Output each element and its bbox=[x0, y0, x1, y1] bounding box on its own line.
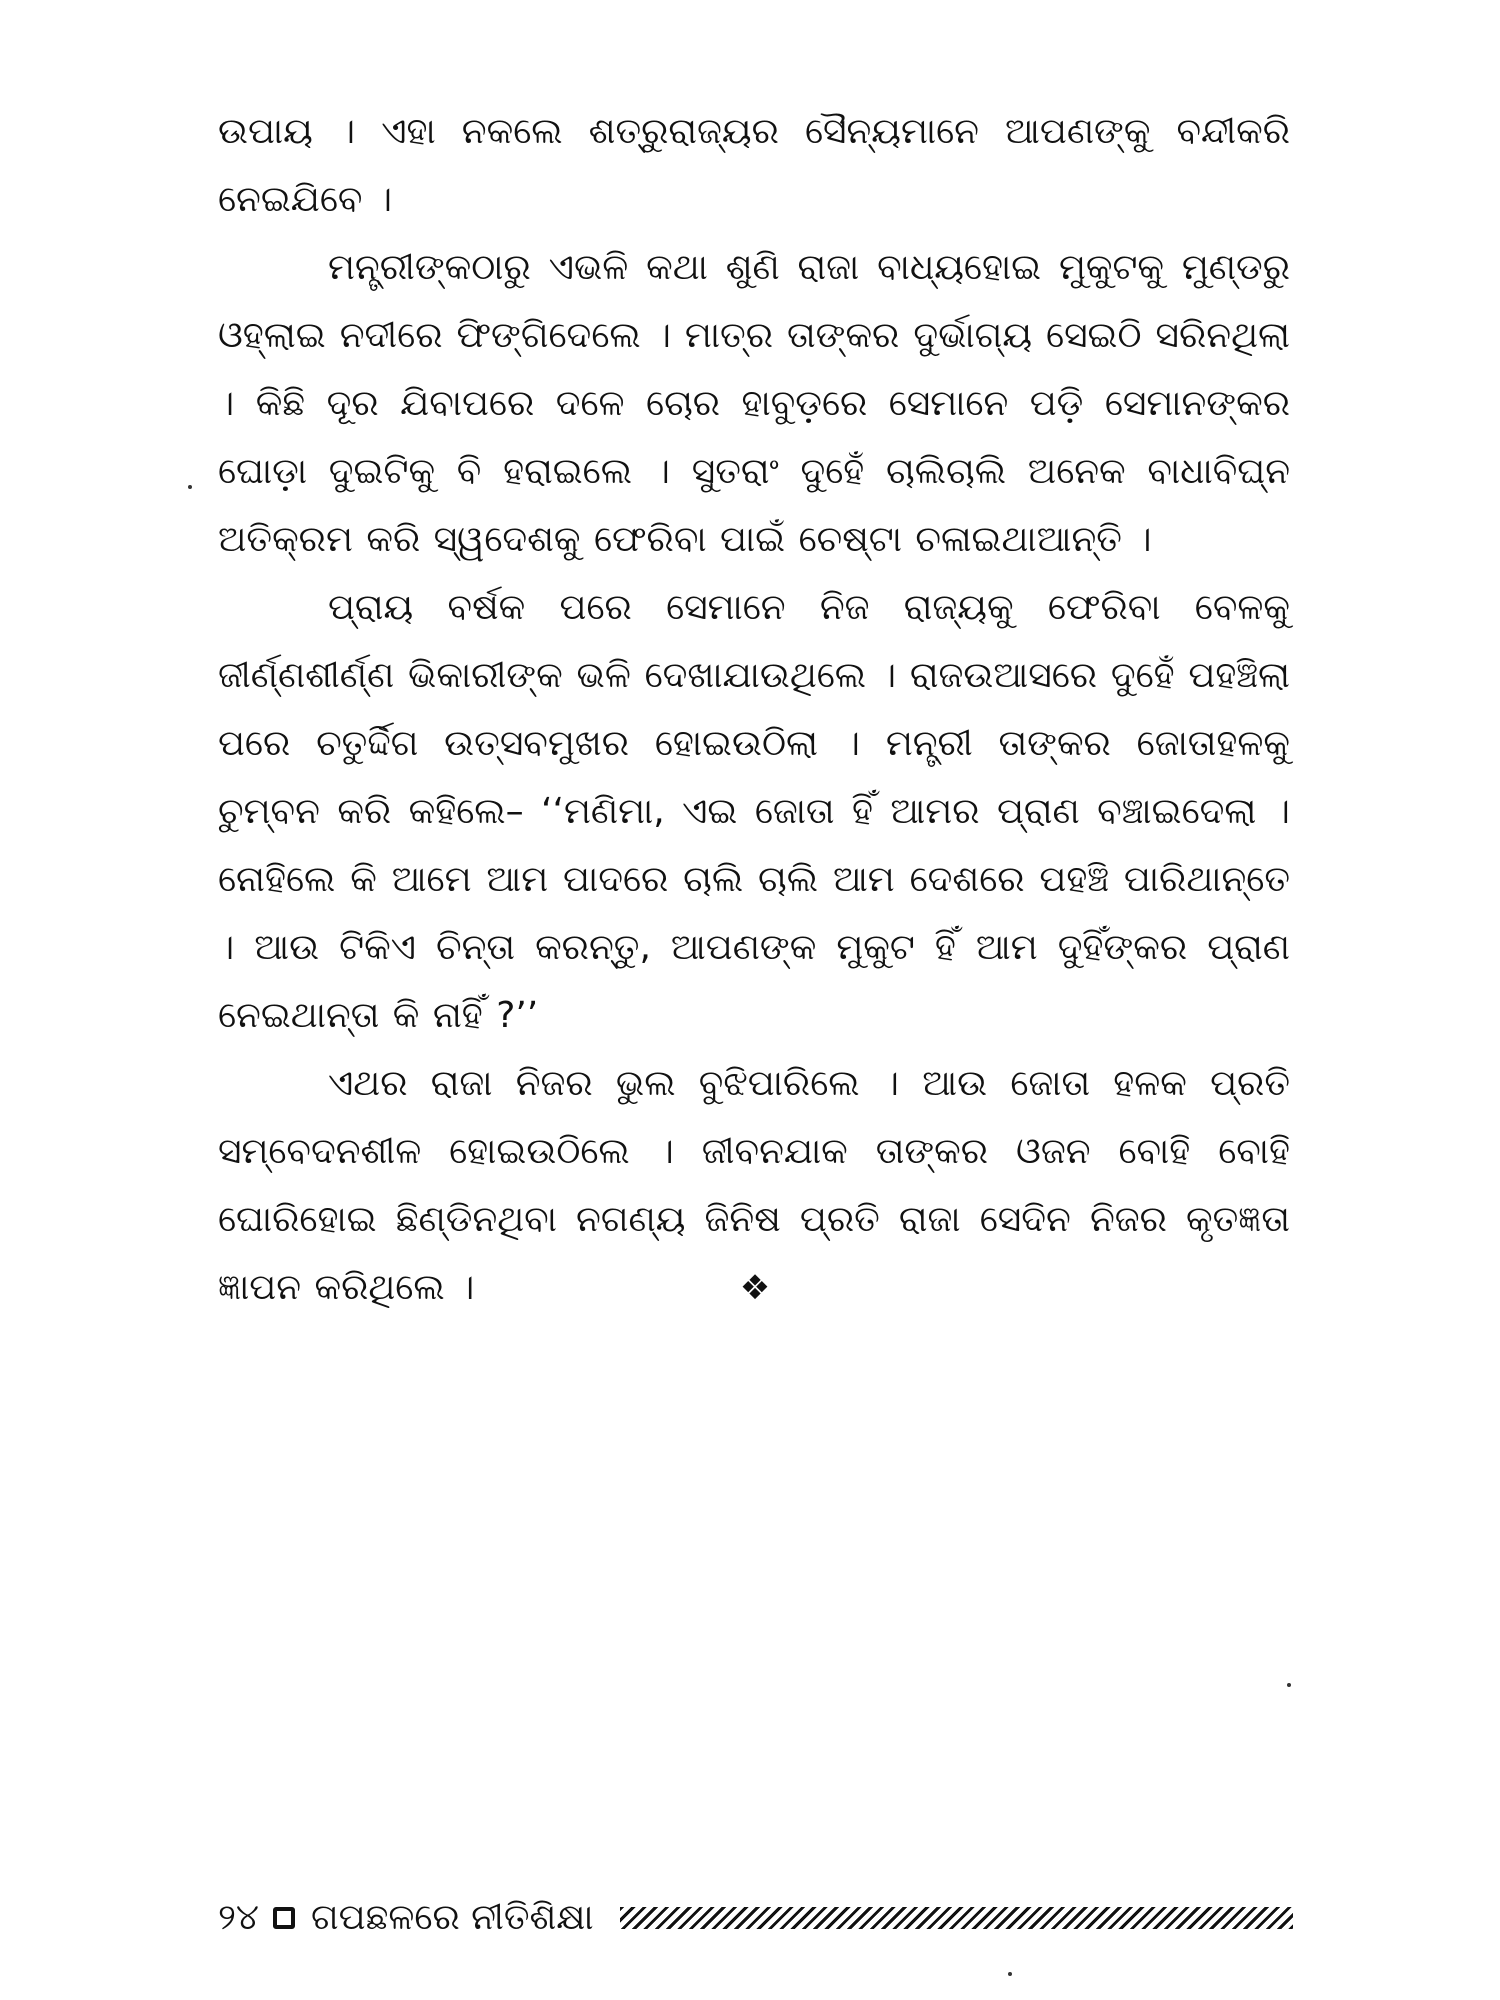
paragraph-2: ମନ୍ତ୍ରୀଙ୍କଠାରୁ ଏଭଳି କଥା ଶୁଣି ରାଜା ବାଧ୍ୟହୋଇ ମୁକୁଟକୁ ମୁଣ୍ଡରୁ ଓହ୍ଲାଇ ନଦୀରେ ଫିଙ୍ଗିଦେଲେ । ମାତ୍ର ତାଙ୍କର ଦୁର୍ଭାଗ୍ୟ ସେଇଠି ସରିନଥିଲା । କିଛି ଦୂର ଯିବାପରେ ଦଳେ ଚୋର ହାବୁଡ଼ରେ ସେମାନେ ପଡ଼ି ସେମାନଙ୍କର ଘୋଡ଼ା ଦୁଇଟିକୁ ବି ହରାଇଲେ । ସୁତରାଂ ଦୁହେଁ ଚାଲିଚାଲି ଅନେକ ବାଧାବିଘ୍ନ ଅତିକ୍ରମ କରି ସ୍ୱଦେଶକୁ ଫେରିବା ପାଇଁ ଚେଷ୍ଟା ଚଳାଇଥାଆନ୍ତି । bbox=[218, 247, 1290, 560]
print-speck bbox=[1287, 1683, 1291, 1687]
paragraph-3: ପ୍ରାୟ ବର୍ଷକ ପରେ ସେମାନେ ନିଜ ରାଜ୍ୟକୁ ଫେରିବା ବେଳକୁ ଜୀର୍ଣ୍ଣଶୀର୍ଣ୍ଣ ଭିକାରୀଙ୍କ ଭଳି ଦେଖାଯାଉଥିଲେ । ରାଜଉଆସରେ ଦୁହେଁ ପହଞ୍ଚିଲା ପରେ ଚତୁର୍ଦ୍ଦିଗ ଉତ୍ସବମୁଖର ହୋଇଉଠିଲା । ମନ୍ତ୍ରୀ ତାଙ୍କର ଜୋତାହଳକୁ ଚୁମ୍ବନ କରି କହିଲେ– ‘‘ମଣିମା, ଏଇ ଜୋତା ହିଁ ଆମର ପ୍ରାଣ ବଞ୍ଚାଇଦେଲା । ନୋହିଲେ କି ଆମେ ଆମ ପାଦରେ ଚାଲି ଚାଲି ଆମ ଦେଶରେ ପହଞ୍ଚି ପାରିଥାନ୍ତେ । ଆଉ ଟିକିଏ ଚିନ୍ତା କରନ୍ତୁ, ଆପଣଙ୍କ ମୁକୁଟ ହିଁ ଆମ ଦୁହିଁଙ୍କର ପ୍ରାଣ ନେଇଥାନ୍ତା କି ନାହିଁ ?’’ bbox=[218, 587, 1290, 1036]
page-number: ୨୪ bbox=[218, 1897, 260, 1938]
paragraph-4: ଏଥର ରାଜା ନିଜର ଭୁଲ ବୁଝିପାରିଲେ । ଆଉ ଜୋତା ହଳକ ପ୍ରତି ସମ୍ବେଦନଶୀଳ ହୋଇଉଠିଲେ । ଜୀବନଯାକ ତାଙ୍କର ଓଜନ ବୋହି ବୋହି ଘୋରିହୋଇ ଛିଣ୍ଡିନଥିବା ନଗଣ୍ୟ ଜିନିଷ ପ୍ରତି ରାଜା ସେଦିନ ନିଜର କୃତଜ୍ଞତା ଜ୍ଞାପନ କରିଥିଲେ । bbox=[218, 1063, 1290, 1308]
print-speck bbox=[1008, 1972, 1012, 1976]
section-end-ornament-icon: ❖ bbox=[739, 1268, 771, 1308]
paragraph-1: ଉପାୟ । ଏହା ନକଲେ ଶତ୍ରୁରାଜ୍ୟର ସୈନ୍ୟମାନେ ଆପଣଙ୍କୁ ବନ୍ଦୀକରି ନେଇଯିବେ । bbox=[218, 111, 1290, 220]
print-speck bbox=[188, 485, 192, 489]
book-title: ଗପଛଳରେ ନୀତିଶିକ୍ଷା bbox=[311, 1897, 594, 1938]
square-bullet-icon bbox=[273, 1907, 295, 1929]
story-text bbox=[218, 98, 1290, 1322]
page-footer bbox=[218, 1893, 1293, 1943]
footer-hatched-rule bbox=[620, 1907, 1293, 1929]
